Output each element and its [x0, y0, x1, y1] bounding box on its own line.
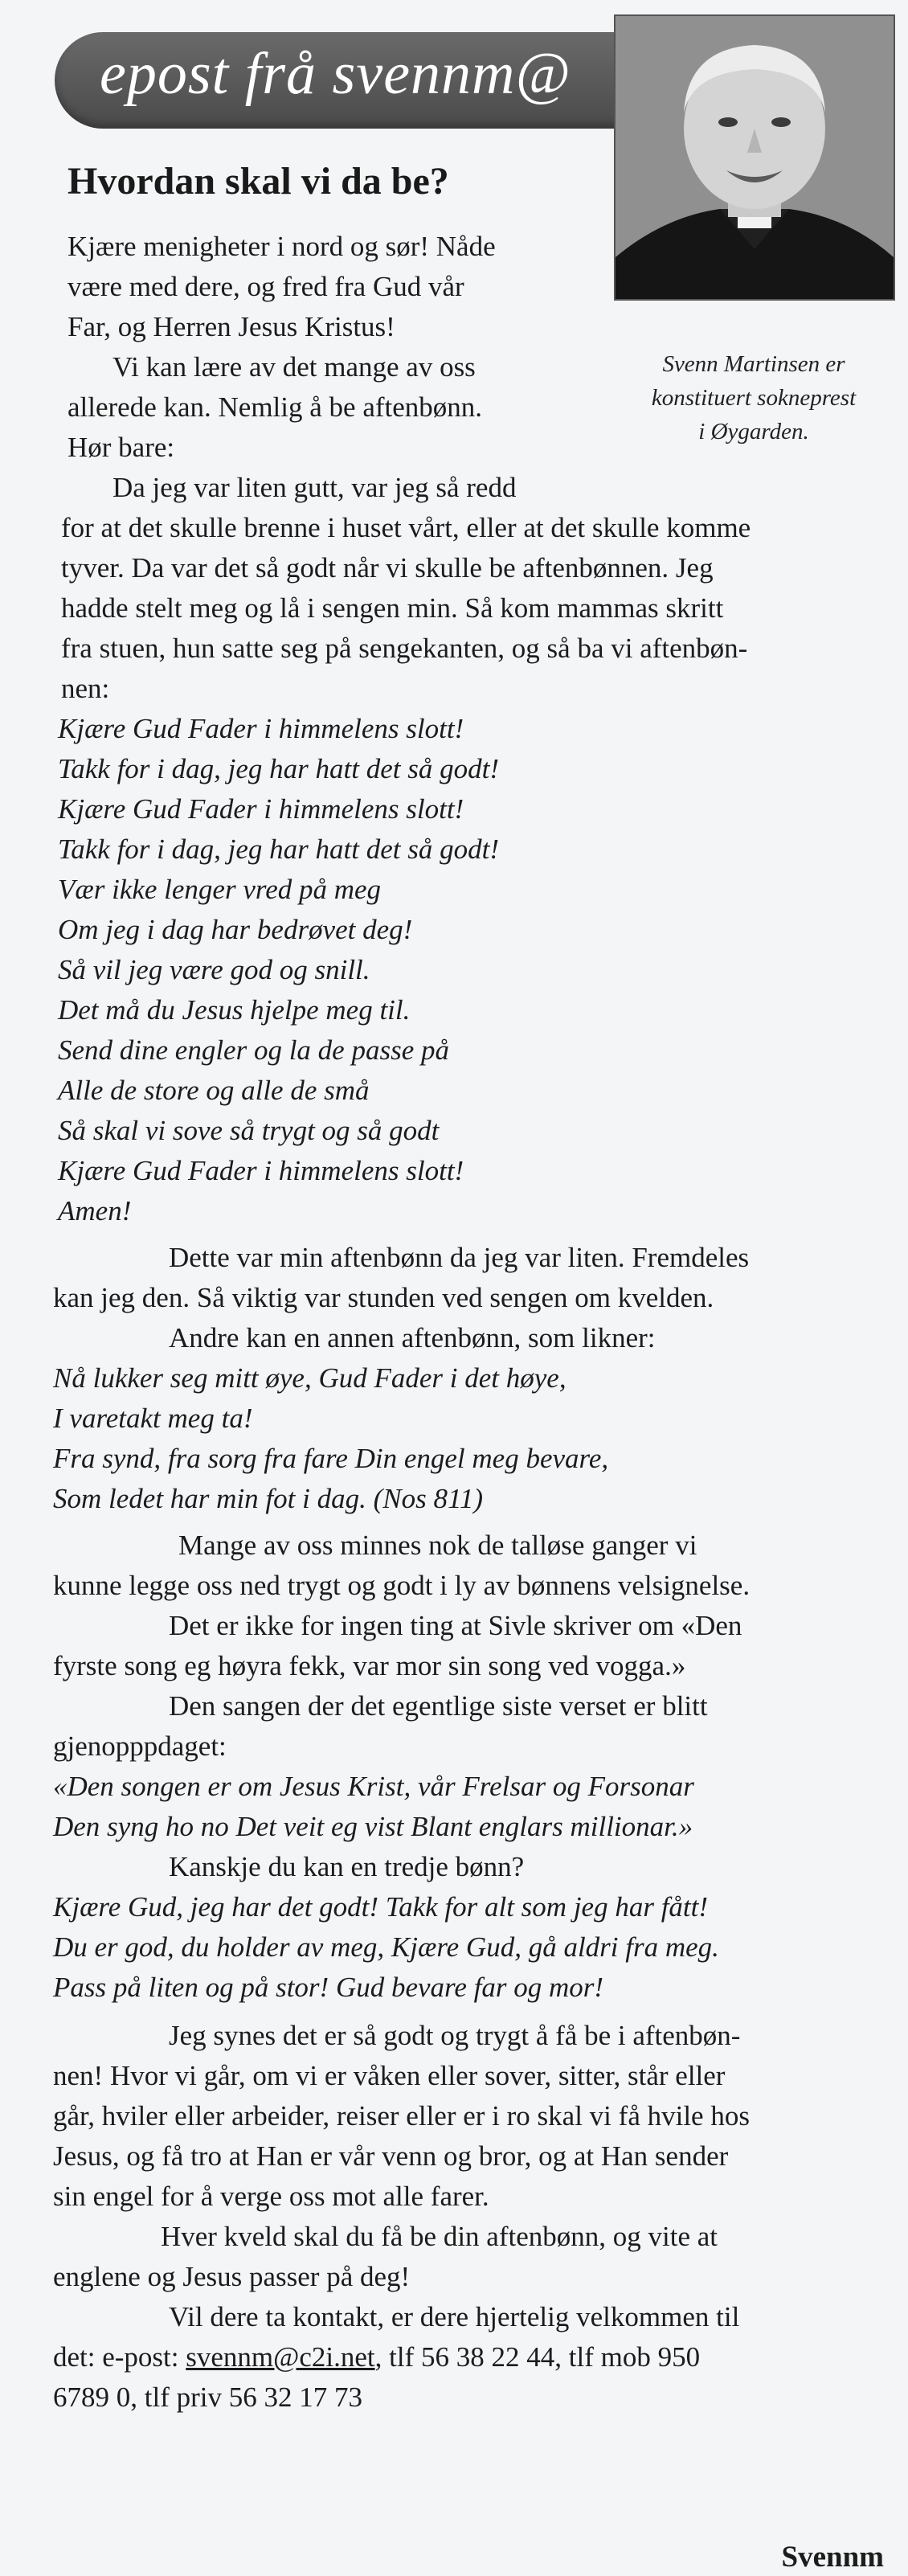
- prayer-line: I varetakt meg ta!: [53, 1403, 253, 1434]
- body-line: Mange av oss minnes nok de talløse ganger vi: [178, 1530, 697, 1561]
- body-line: være med dere, og fred fra Gud vår: [67, 271, 464, 302]
- body-line: Vi kan lære av det mange av oss: [112, 351, 476, 383]
- header-banner: [55, 32, 649, 129]
- caption-line: Svenn Martinsen er: [662, 351, 845, 377]
- body-line: hadde stelt meg og lå i sengen min. Så kom mammas skritt: [61, 592, 724, 624]
- contact-line: [53, 2337, 700, 2377]
- body-line: kunne legge oss ned trygt og godt i ly av bønnens velsignelse.: [53, 1570, 751, 1601]
- body-line: Da jeg var liten gutt, var jeg så redd: [112, 472, 517, 503]
- caption-line: konstituert sokneprest: [651, 385, 857, 411]
- caption-line: i Øygarden.: [698, 419, 809, 444]
- banner-title: epost frå svennm@: [100, 41, 571, 107]
- body-line: nen! Hvor vi går, om vi er våken eller sover, sitter, står eller: [53, 2060, 726, 2091]
- signature: Svennm: [781, 2541, 884, 2574]
- prayer-line: Takk for i dag, jeg har hatt det så godt!: [58, 753, 499, 784]
- prayer-line: Send dine engler og la de passe på: [58, 1034, 449, 1066]
- prayer-line: Vær ikke lenger vred på meg: [58, 874, 382, 905]
- prayer-line: Fra synd, fra sorg fra fare Din engel meg bevare,: [53, 1443, 609, 1474]
- body-line: Dette var min aftenbønn da jeg var liten. Fremdeles: [169, 1242, 750, 1273]
- body-line: Jeg synes det er så godt og trygt å få be i aftenbøn-: [169, 2020, 741, 2051]
- body-line: allerede kan. Nemlig å be aftenbønn.: [67, 391, 483, 423]
- prayer-line: Kjære Gud, jeg har det godt! Takk for alt som jeg har fått!: [53, 1891, 709, 1923]
- body-line: gjenopppdaget:: [53, 1730, 227, 1762]
- prayer-line: Om jeg i dag har bedrøvet deg!: [58, 914, 413, 945]
- body-line: kan jeg den. Så viktig var stunden ved sengen om kvelden.: [53, 1282, 714, 1313]
- contact-prefix: det: e-post:: [53, 2341, 186, 2373]
- author-photo: [614, 14, 895, 301]
- prayer-line: Den syng ho no Det veit eg vist Blant englars millionar.»: [53, 1811, 693, 1842]
- body-line: 6789 0, tlf priv 56 32 17 73: [53, 2381, 362, 2413]
- article-headline: Hvordan skal vi da be?: [67, 160, 449, 203]
- prayer-line: «Den songen er om Jesus Krist, vår Frelsar og Forsonar: [53, 1771, 694, 1802]
- body-line: nen:: [61, 673, 110, 704]
- prayer-line: Nå lukker seg mitt øye, Gud Fader i det høye,: [53, 1362, 566, 1394]
- body-line: tyver. Da var det så godt når vi skulle be aftenbønnen. Jeg: [61, 552, 714, 584]
- body-line: går, hviler eller arbeider, reiser eller er i ro skal vi få hvile hos: [53, 2100, 750, 2132]
- prayer-line: Som ledet har min fot i dag. (Nos 811): [53, 1483, 484, 1514]
- prayer-line: Kjære Gud Fader i himmelens slott!: [58, 1155, 464, 1186]
- email-link[interactable]: svennm@c2i.net: [186, 2341, 375, 2373]
- body-line: fyrste song eg høyra fekk, var mor sin song ved vogga.»: [53, 1650, 686, 1681]
- body-line: Kanskje du kan en tredje bønn?: [169, 1851, 525, 1882]
- prayer-line: Det må du Jesus hjelpe meg til.: [58, 994, 411, 1026]
- prayer-line: Takk for i dag, jeg har hatt det så godt!: [58, 833, 499, 865]
- prayer-line: Kjære Gud Fader i himmelens slott!: [58, 793, 464, 825]
- body-line: Far, og Herren Jesus Kristus!: [67, 311, 395, 342]
- author-portrait-image: [616, 16, 894, 299]
- body-line: englene og Jesus passer på deg!: [53, 2261, 411, 2292]
- photo-caption: [607, 347, 901, 448]
- prayer-line: Så vil jeg være god og snill.: [58, 954, 370, 985]
- body-line: Vil dere ta kontakt, er dere hjertelig velkommen til: [169, 2301, 740, 2332]
- prayer-line: Kjære Gud Fader i himmelens slott!: [58, 713, 464, 744]
- contact-phones: , tlf 56 38 22 44, tlf mob 950: [374, 2341, 701, 2373]
- body-line: for at det skulle brenne i huset vårt, eller at det skulle komme: [61, 512, 751, 543]
- body-line: Hør bare:: [67, 432, 175, 463]
- body-line: Den sangen der det egentlige siste verset er blitt: [169, 1690, 708, 1722]
- prayer-line: Så skal vi sove så trygt og så godt: [58, 1115, 440, 1146]
- body-line: sin engel for å verge oss mot alle farer.: [53, 2181, 489, 2212]
- body-line: Jesus, og få tro at Han er vår venn og bror, og at Han sender: [53, 2140, 729, 2172]
- prayer-line: Amen!: [58, 1195, 132, 1227]
- body-line: Kjære menigheter i nord og sør! Nåde: [67, 231, 496, 262]
- body-line: fra stuen, hun satte seg på sengekanten, og så ba vi aftenbøn-: [61, 633, 748, 664]
- prayer-line: Du er god, du holder av meg, Kjære Gud, gå aldri fra meg.: [53, 1931, 719, 1963]
- body-line: Andre kan en annen aftenbønn, som likner:: [169, 1322, 656, 1354]
- body-line: Hver kveld skal du få be din aftenbønn, og vite at: [161, 2221, 718, 2252]
- prayer-line: Pass på liten og på stor! Gud bevare far og mor!: [53, 1972, 604, 2003]
- prayer-line: Alle de store og alle de små: [58, 1075, 370, 1106]
- body-line: Det er ikke for ingen ting at Sivle skriver om «Den: [169, 1610, 742, 1641]
